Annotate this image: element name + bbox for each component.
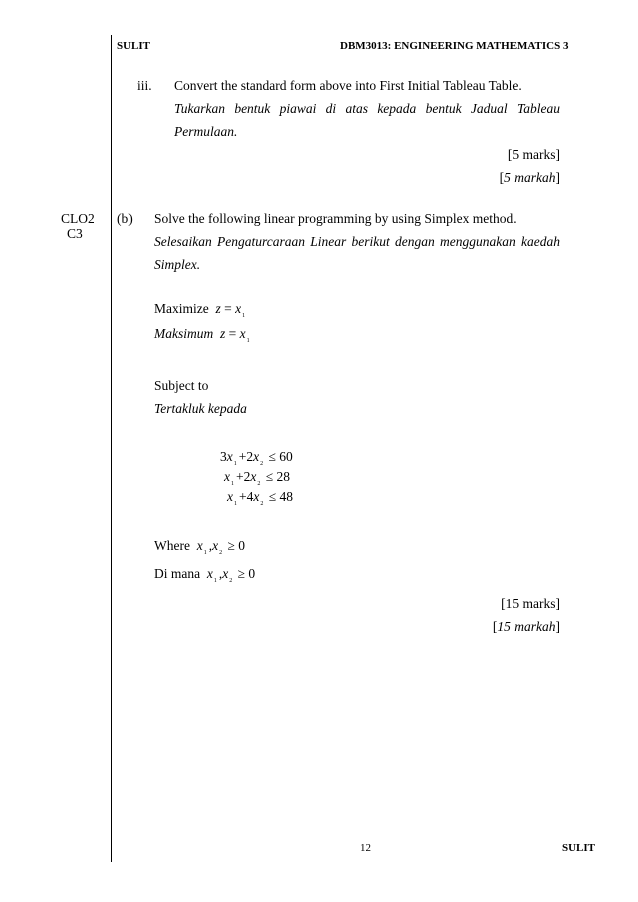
objective-en: Maximize $z = x_1$	[154, 301, 246, 319]
header-right: DBM3013: ENGINEERING MATHEMATICS 3	[340, 40, 569, 52]
nonneg-en: Where $x_1$ $,x_2 \ge 0$	[154, 538, 246, 556]
part-iii-marks-en: [5 marks]	[507, 147, 560, 162]
page-number: 12	[360, 842, 371, 854]
part-b-text-ms-line1: Selesaikan Pengaturcaraan Linear berikut dengan menggunakan kaedah	[154, 234, 560, 249]
part-b-marks-ms: [15 markah]	[492, 619, 560, 634]
part-iii-text-ms-line2: Permulaan.	[174, 124, 238, 139]
constraint-1: $3x_1 +2x_2 \le 60$	[220, 449, 293, 467]
objective-ms: Maksimum $z = x_1$	[154, 326, 250, 344]
footer-right: SULIT	[562, 842, 596, 854]
part-b-marks-en: [15 marks]	[501, 596, 560, 611]
margin-rule	[111, 35, 112, 862]
part-iii-text-en: Convert the standard form above into First Initial Tableau Table.	[174, 78, 522, 93]
header-left: SULIT	[117, 40, 151, 52]
part-iii-text-ms-line1: Tukarkan bentuk piawai di atas kepada bentuk Jadual Tableau	[174, 101, 560, 116]
subject-to-ms: Tertakluk kepada	[154, 401, 247, 416]
part-b-label: (b)	[117, 211, 133, 226]
part-b-text-en: Solve the following linear programming by using Simplex method.	[154, 211, 517, 226]
part-iii-marks-ms: [5 markah]	[499, 170, 560, 185]
nonneg-ms: Di mana $x_1$ $,x_2 \ge 0$	[154, 566, 256, 584]
part-iii-number: iii.	[137, 78, 152, 93]
part-b-text-ms-line2: Simplex.	[154, 257, 201, 272]
subject-to-en: Subject to	[154, 378, 209, 393]
margin-clo: CLO2	[61, 211, 95, 226]
constraint-3: $x_1 +4x_2 \le 48$	[227, 489, 294, 507]
margin-level: C3	[67, 226, 83, 241]
constraint-2: $x_1 +2x_2 \le 28$	[224, 469, 291, 487]
